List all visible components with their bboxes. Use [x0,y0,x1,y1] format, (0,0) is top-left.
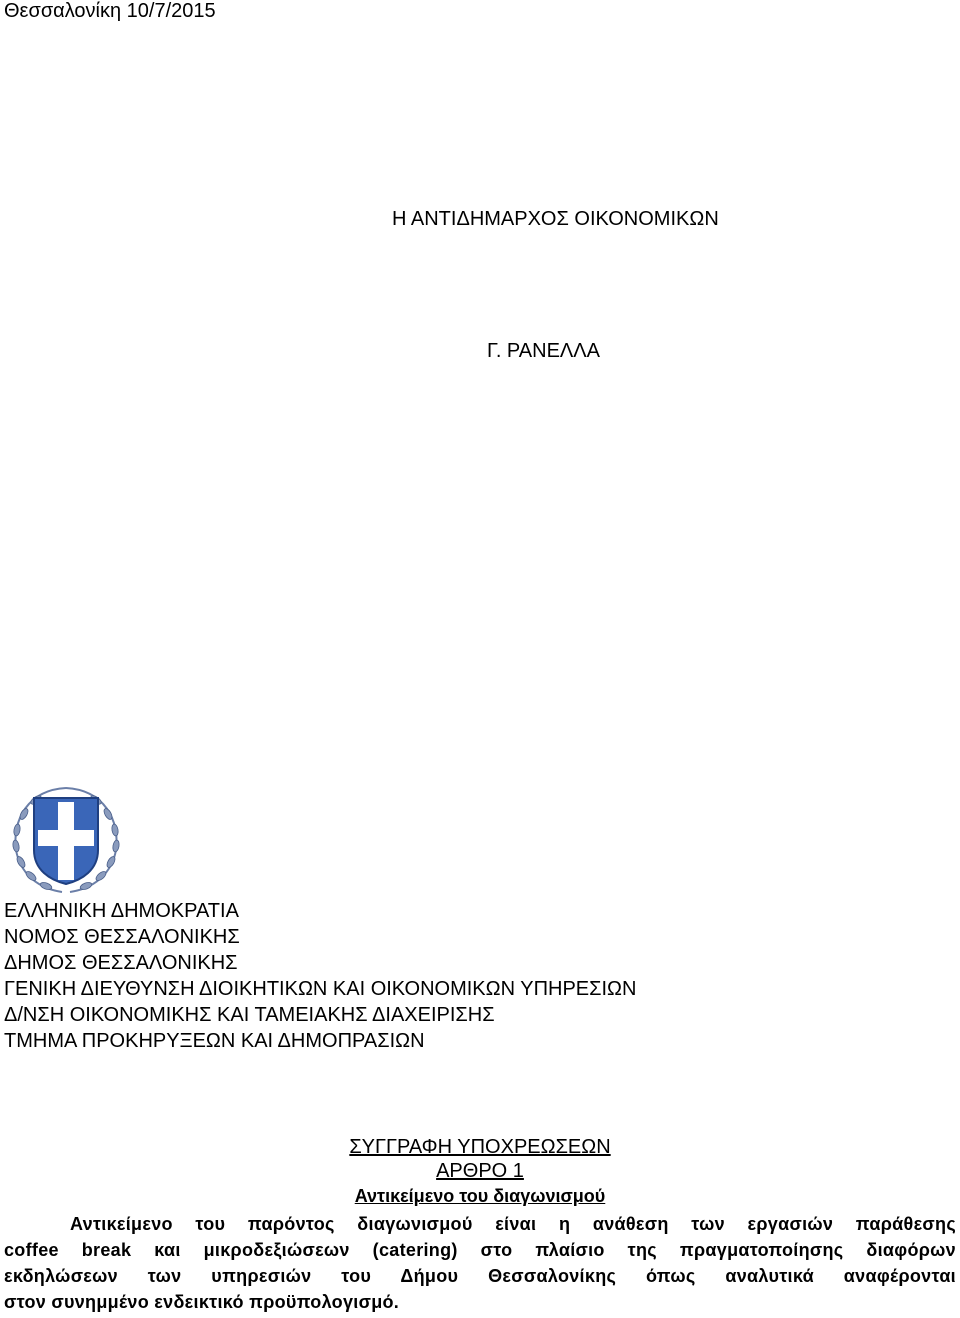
article-subject: Αντικείμενο του διαγωνισμού [354,1186,606,1206]
document-date: Θεσσαλονίκη 10/7/2015 [4,0,216,22]
article-body-line: εκδηλώσεων των υπηρεσιών του Δήμου Θεσσαλονίκης όπως αναλυτικά αναφέρονται [4,1266,956,1286]
document-title: ΣΥΓΓΡΑΦΗ ΥΠΟΧΡΕΩΣΕΩΝ [349,1136,611,1158]
article-body-line: στον συνημμένο ενδεικτικό προϋπολογισμό. [4,1292,400,1312]
signatory-role: Η ΑΝΤΙΔΗΜΑΡΧΟΣ ΟΙΚΟΝΟΜΙΚΩΝ [392,208,719,230]
header-line-department: ΤΜΗΜΑ ΠΡΟΚΗΡΥΞΕΩΝ ΚΑΙ ΔΗΜΟΠΡΑΣΙΩΝ [4,1030,425,1052]
signatory-name: Γ. ΡΑΝΕΛΛΑ [487,340,600,362]
header-line-directorate: Δ/ΝΣΗ ΟΙΚΟΝΟΜΙΚΗΣ ΚΑΙ ΤΑΜΕΙΑΚΗΣ ΔΙΑΧΕΙΡΙΣΗΣ [4,1004,495,1026]
header-line-republic: ΕΛΛΗΝΙΚΗ ΔΗΜΟΚΡΑΤΙΑ [4,900,239,922]
article-heading: ΑΡΘΡΟ 1 [436,1160,524,1182]
article-body [4,1211,956,1315]
header-line-prefecture: ΝΟΜΟΣ ΘΕΣΣΑΛΟΝΙΚΗΣ [4,926,240,948]
article-body-line: Αντικείμενο του παρόντος διαγωνισμού είναι η ανάθεση των εργασιών παράθεσης [70,1214,956,1234]
header-line-municipality: ΔΗΜΟΣ ΘΕΣΣΑΛΟΝΙΚΗΣ [4,952,238,974]
header-line-general-directorate: ΓΕΝΙΚΗ ΔΙΕΥΘΥΝΣΗ ΔΙΟΙΚΗΤΙΚΩΝ ΚΑΙ ΟΙΚΟΝΟΜΙΚΩΝ ΥΠΗΡΕΣΙΩΝ [4,978,637,1000]
greek-coat-of-arms-icon [6,780,126,898]
issuing-authority-header [4,898,636,1054]
article-body-line: coffee break και μικροδεξιώσεων (catering) στο πλαίσιο της πραγματοποίησης διαφόρων [4,1240,956,1260]
